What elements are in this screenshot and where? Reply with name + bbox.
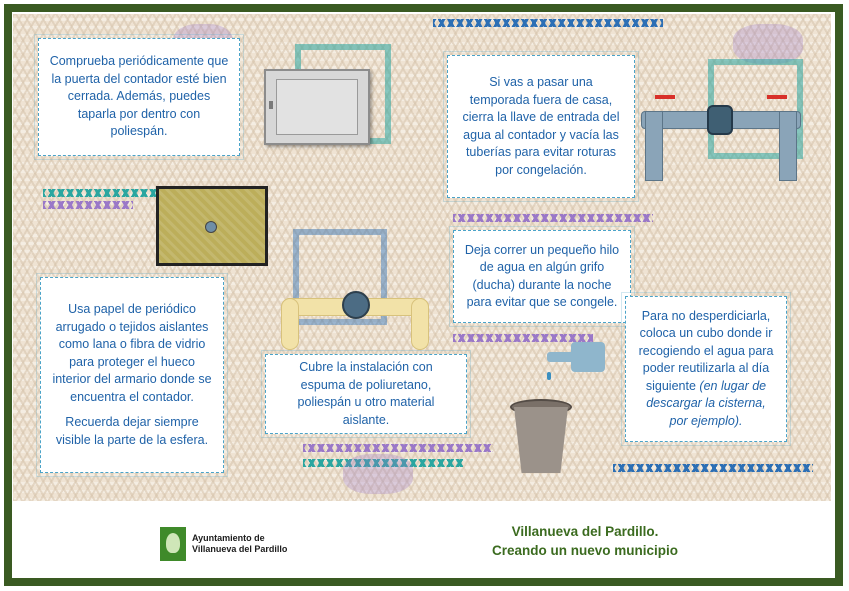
knit-motif <box>303 444 493 452</box>
knit-flower <box>343 454 413 494</box>
tip-paper-note: Recuerda dejar siempre visible la parte de la esfera. <box>55 415 209 447</box>
tip-drip <box>453 230 631 323</box>
knit-motif <box>613 464 813 472</box>
knit-motif <box>43 201 133 209</box>
tip-foam-text: Cubre la instalación con espuma de poliuretano, poliespán u otro material aislante. <box>297 360 435 427</box>
footer-title <box>450 522 720 560</box>
tip-bucket <box>625 296 787 442</box>
pipe-valve-icon <box>641 89 801 185</box>
knit-motif <box>453 214 653 222</box>
tip-paper-text: Usa papel de periódico arrugado o tejidos aislantes como lana o fibra de vidrio para proteger el hueco interior del armario donde se encuentra el contador. <box>52 302 212 404</box>
bucket-icon <box>510 399 572 477</box>
municipality-logo-icon <box>160 527 186 561</box>
knit-motif <box>43 189 163 197</box>
tip-away-text: Si vas a pasar una temporada fuera de casa, cierra la llave de entrada del agua al contador y vacía las tuberías para evitar roturas por congelación. <box>462 75 620 177</box>
knit-motif <box>453 334 593 342</box>
tip-door-check <box>38 38 240 156</box>
logo-line-2: Villanueva del Pardillo <box>192 544 288 554</box>
tip-away <box>447 55 635 198</box>
insulated-pipe-icon <box>281 286 429 350</box>
tip-bucket-note: (en lugar de descargar la cisterna, por ejemplo). <box>646 378 767 428</box>
knit-flower <box>733 24 803 64</box>
faucet-icon <box>543 342 607 390</box>
municipality-logo <box>160 522 290 566</box>
knit-motif <box>433 19 663 27</box>
tip-bucket-text: Para no desperdiciarla, coloca un cubo donde ir recogiendo el agua para poder reutilizarla al día siguiente (en lugar de descargar la cisterna, por ejemplo). <box>638 308 774 428</box>
meter-cabinet-icon <box>264 69 370 145</box>
insulated-box-icon <box>156 186 268 266</box>
tip-foam <box>265 354 467 434</box>
logo-line-1: Ayuntamiento de <box>192 533 265 543</box>
footer-title-line-2: Creando un nuevo municipio <box>491 543 678 558</box>
tip-door-check-text: Comprueba periódicamente que la puerta del contador esté bien cerrada. Además, puedes taparla por dentro con poliespán. <box>49 54 229 139</box>
tip-paper <box>40 277 224 473</box>
tip-drip-text: Deja correr un pequeño hilo de agua en algún grifo (ducha) durante la noche para evitar que se congele. <box>464 242 620 309</box>
footer-title-line-1: Villanueva del Pardillo. <box>511 524 659 539</box>
